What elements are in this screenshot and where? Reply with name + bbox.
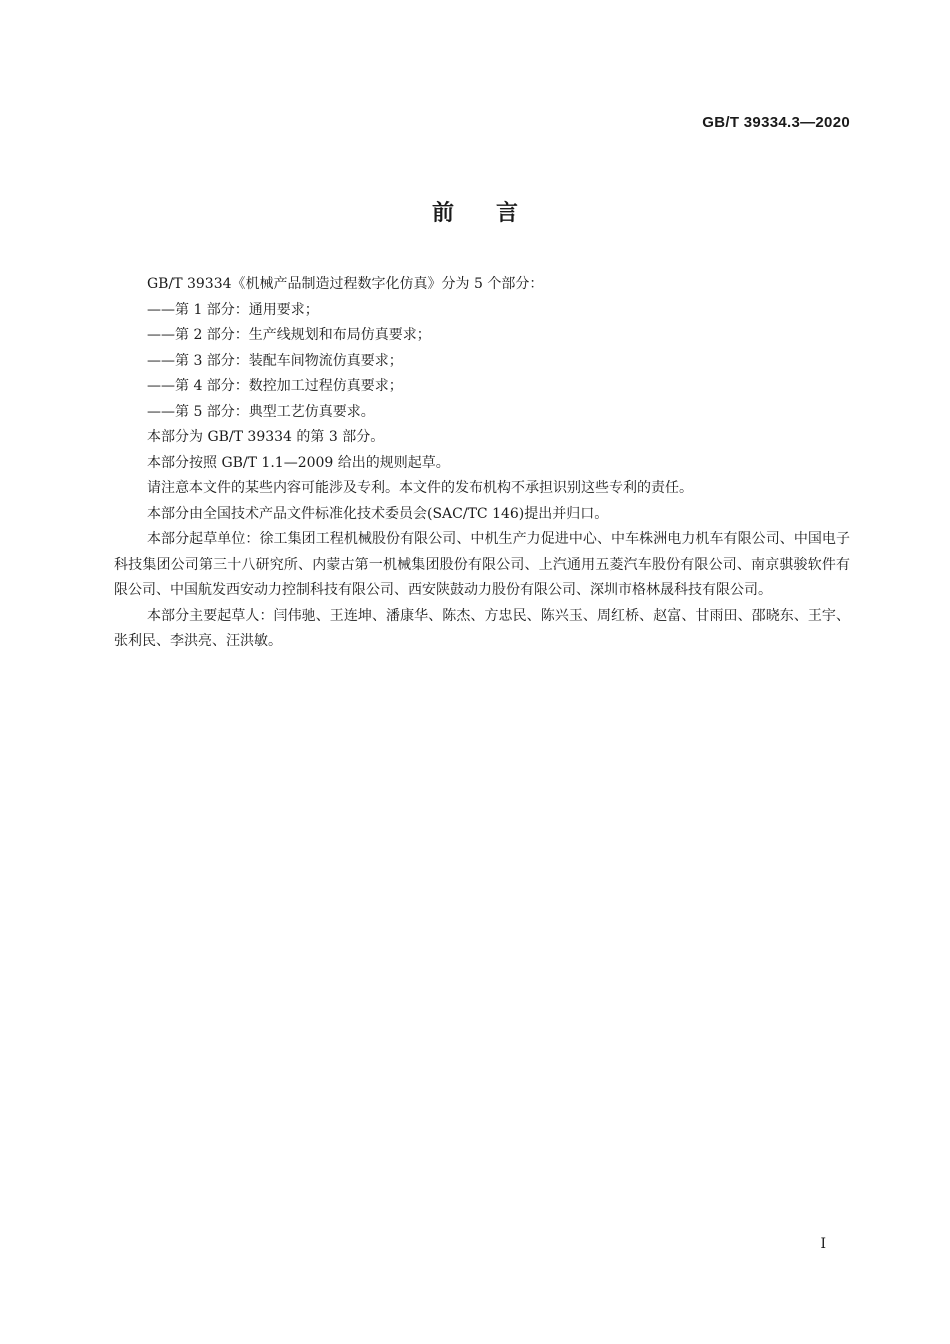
part-statement: 本部分为 GB/T 39334 的第 3 部分。 [147, 429, 385, 445]
drafting-rules: 本部分按照 GB/T 1.1—2009 给出的规则起草。 [147, 454, 450, 471]
part-item-3: ——第 3 部分：装配车间物流仿真要求； [147, 352, 403, 369]
parts-intro: GB/T 39334《机械产品制造过程数字化仿真》分为 5 个部分： [147, 276, 544, 292]
patent-notice: 请注意本文件的某些内容可能涉及专利。本文件的发布机构不承担识别这些专利的责任。 [147, 480, 693, 496]
page-title: 前言 [431, 201, 560, 226]
page-number: I [820, 1236, 826, 1252]
part-item-2: ——第 2 部分：生产线规划和布局仿真要求； [147, 327, 431, 343]
part-item-1: ——第 1 部分：通用要求； [147, 301, 319, 318]
part-item-4: ——第 4 部分：数控加工过程仿真要求； [147, 378, 403, 394]
foreword-body [114, 272, 850, 655]
standard-number: GB/T 39334.3—2020 [702, 114, 850, 131]
drafting-units: 本部分起草单位：徐工集团工程机械股份有限公司、中机生产力促进中心、中车株洲电力机车有限公司、中国电子科技集团公司第三十八研究所、内蒙古第一机械集团股份有限公司、上汽通用五菱汽车股份有限公司、南京骐骏软件有限公司、中国航发西安动力控制科技有限公司、西安陕鼓动力股份有限公司、深圳市格林晟科技有限公司。 [114, 531, 850, 598]
part-item-5: ——第 5 部分：典型工艺仿真要求。 [147, 403, 375, 420]
drafters: 本部分主要起草人：闫伟驰、王连坤、潘康华、陈杰、方忠民、陈兴玉、周红桥、赵富、甘雨田、邵晓东、王宇、张利民、李洪亮、汪洪敏。 [114, 607, 850, 649]
proposer-statement: 本部分由全国技术产品文件标准化技术委员会(SAC/TC 146)提出并归口。 [147, 505, 609, 522]
